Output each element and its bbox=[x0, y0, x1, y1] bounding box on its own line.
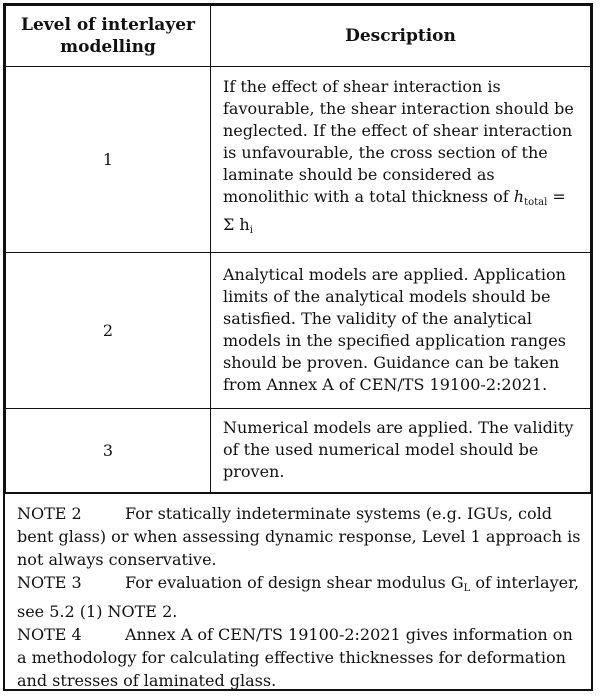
header-description: Description bbox=[211, 6, 591, 67]
note-text: For statically indeterminate systems (e.g. IGUs, cold bent glass) or when assessing dynamic response, Level 1 approach is not always conservative. bbox=[17, 504, 581, 569]
note-label: NOTE 4 bbox=[17, 625, 82, 644]
note-label: NOTE 2 bbox=[17, 504, 82, 523]
row-description: Analytical models are applied. Application limits of the analytical models should be satisfied. The validity of the analytical models in the specified application ranges should be proven. Guidance can be taken from Annex A of CEN/TS 19100-2:2021. bbox=[211, 253, 591, 409]
note-item bbox=[17, 571, 583, 623]
table-row bbox=[6, 67, 591, 253]
table-header-row bbox=[6, 6, 591, 67]
note-sub: L bbox=[463, 583, 471, 594]
header-level-line1: Level of interlayer bbox=[21, 15, 195, 35]
row-level: 1 bbox=[6, 67, 211, 253]
row-description: Numerical models are applied. The validity of the used numerical model should be proven. bbox=[211, 409, 591, 493]
formula-sub-i: i bbox=[249, 224, 253, 236]
note-text: Annex A of CEN/TS 19100-2:2021 gives information on a methodology for calculating effective thicknesses for deformation and stresses of laminated glass. bbox=[17, 625, 573, 690]
row-description bbox=[211, 67, 591, 253]
table-row bbox=[6, 409, 591, 493]
note-text-after: of interlayer, see 5.2 (1) NOTE 2. bbox=[17, 573, 580, 621]
note-text: For evaluation of design shear modulus G bbox=[125, 573, 464, 592]
row-description-text: If the effect of shear interaction is favourable, the shear interaction should be neglected. If the effect of shear interaction is unfavourable, the cross section of the laminate should be considered as monolithic with a total thickness of bbox=[223, 76, 574, 206]
note-label: NOTE 3 bbox=[17, 573, 82, 592]
interlayer-modelling-table bbox=[5, 5, 591, 493]
notes-section bbox=[5, 493, 591, 692]
header-level-line2: modelling bbox=[60, 37, 156, 57]
row-level: 2 bbox=[6, 253, 211, 409]
formula-h: h bbox=[513, 186, 525, 206]
formula-eq: = Σ h bbox=[223, 186, 566, 234]
formula-sub-total: total bbox=[524, 196, 548, 208]
note-item bbox=[17, 502, 583, 571]
note-item bbox=[17, 623, 583, 692]
table-row bbox=[6, 253, 591, 409]
header-level bbox=[6, 6, 211, 67]
row-level: 3 bbox=[6, 409, 211, 493]
interlayer-modelling-table-frame bbox=[3, 3, 593, 691]
